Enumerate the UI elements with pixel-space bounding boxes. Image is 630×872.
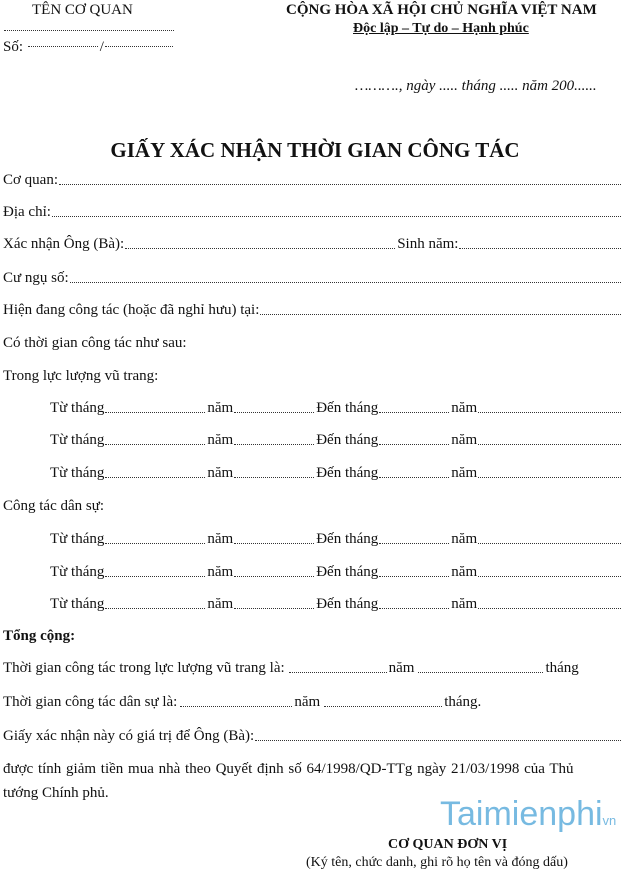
label: Cư ngụ số:	[3, 270, 69, 286]
to-label: Đến tháng	[316, 400, 379, 416]
year-label: năm	[451, 531, 478, 547]
year-label: năm	[294, 694, 321, 710]
validity-text: được tính giảm tiền mua nhà theo Quyết định số 64/1998/QD-TTg ngày 21/03/1998 của Thủ	[3, 761, 574, 777]
signature-title: CƠ QUAN ĐƠN VỊ	[388, 837, 508, 852]
month-label: tháng.	[444, 694, 482, 710]
label: Thời gian công tác trong lực lượng vũ trang là:	[3, 660, 285, 676]
label: Giấy xác nhận này có giá trị để Ông (Bà):	[3, 728, 255, 744]
year-label: năm	[207, 531, 234, 547]
armed-period-row	[50, 464, 622, 482]
civil-heading: Công tác dân sự:	[3, 498, 105, 514]
armed-period-row	[50, 431, 622, 449]
total-heading: Tổng cộng:	[3, 628, 76, 644]
from-label: Từ tháng	[50, 465, 105, 481]
watermark-logo: Taimienphivn	[440, 795, 617, 833]
label: Xác nhận Ông (Bà):	[3, 236, 125, 252]
agency-name: TÊN CƠ QUAN	[32, 2, 133, 18]
field-confirm	[3, 235, 622, 253]
document-title: GIẤY XÁC NHẬN THỜI GIAN CÔNG TÁC	[110, 138, 520, 162]
signature-note: (Ký tên, chức danh, ghi rõ họ tên và đóng dấu)	[306, 855, 568, 870]
label: Cơ quan:	[3, 172, 59, 188]
to-label: Đến tháng	[316, 531, 379, 547]
to-label: Đến tháng	[316, 465, 379, 481]
from-label: Từ tháng	[50, 596, 105, 612]
year-label: năm	[451, 432, 478, 448]
year-label: năm	[207, 564, 234, 580]
motto: Độc lập – Tự do – Hạnh phúc	[353, 21, 529, 36]
year-label: năm	[207, 400, 234, 416]
year-label: năm	[451, 596, 478, 612]
field-residence	[3, 269, 622, 287]
year-label: năm	[207, 432, 234, 448]
year-label: năm	[388, 660, 415, 676]
year-label: năm	[451, 465, 478, 481]
from-label: Từ tháng	[50, 531, 105, 547]
civil-period-row	[50, 530, 622, 548]
label: Sinh năm:	[397, 236, 459, 252]
country-name: CỘNG HÒA XÃ HỘI CHỦ NGHĨA VIỆT NAM	[286, 2, 597, 18]
field-agency	[3, 171, 622, 189]
total-civil	[3, 693, 481, 711]
slash: /	[99, 39, 104, 55]
label: Địa chỉ:	[3, 204, 51, 220]
year-label: năm	[207, 465, 234, 481]
year-label: năm	[451, 400, 478, 416]
intro: Có thời gian công tác như sau:	[3, 335, 187, 351]
civil-period-row	[50, 563, 622, 581]
year-label: năm	[451, 564, 478, 580]
label: Thời gian công tác dân sự là:	[3, 694, 178, 710]
field-working	[3, 301, 622, 319]
year-label: năm	[207, 596, 234, 612]
date-line: ………., ngày ..... tháng ..... năm 200......	[355, 78, 597, 94]
civil-period-row	[50, 595, 622, 613]
document-number	[3, 38, 175, 56]
total-armed	[3, 659, 579, 677]
label: Hiện đang công tác (hoặc đã nghỉ hưu) tại:	[3, 302, 260, 318]
validity-line	[3, 727, 622, 745]
field-address	[3, 203, 622, 221]
to-label: Đến tháng	[316, 596, 379, 612]
to-label: Đến tháng	[316, 432, 379, 448]
validity-text-end: tướng Chính phủ.	[3, 785, 109, 801]
armed-heading: Trong lực lượng vũ trang:	[3, 368, 159, 384]
from-label: Từ tháng	[50, 432, 105, 448]
from-label: Từ tháng	[50, 400, 105, 416]
to-label: Đến tháng	[316, 564, 379, 580]
number-label: Số:	[3, 39, 24, 55]
from-label: Từ tháng	[50, 564, 105, 580]
month-label: tháng	[545, 660, 579, 676]
armed-period-row	[50, 399, 622, 417]
